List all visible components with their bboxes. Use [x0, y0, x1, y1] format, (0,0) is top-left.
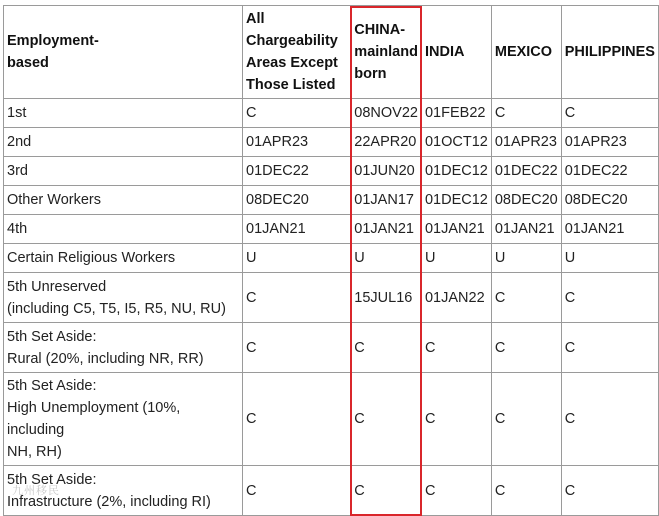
cell-mexico: C — [491, 273, 561, 323]
table-row — [4, 466, 659, 516]
header-philippines: PHILIPPINES — [561, 6, 658, 99]
header-china: CHINA- mainland born — [351, 6, 422, 99]
row-category: 2nd — [4, 128, 243, 157]
table-row — [4, 273, 659, 323]
cell-philippines: C — [561, 466, 658, 516]
table-row — [4, 99, 659, 128]
watermark: 九州移民 — [12, 484, 60, 497]
cell-china: 01JAN17 — [351, 186, 422, 215]
cell-philippines: 01APR23 — [561, 128, 658, 157]
table-row — [4, 186, 659, 215]
cell-philippines: C — [561, 99, 658, 128]
cell-mexico: C — [491, 466, 561, 516]
cell-mexico: C — [491, 323, 561, 373]
cell-mexico: 01DEC22 — [491, 157, 561, 186]
table-row — [4, 157, 659, 186]
cell-mexico: U — [491, 244, 561, 273]
row-category: 5th Set Aside: High Unemployment (10%, including NH, RH) — [4, 373, 243, 466]
cell-india: C — [421, 466, 491, 516]
row-category: Other Workers — [4, 186, 243, 215]
table-row — [4, 128, 659, 157]
header-india: INDIA — [421, 6, 491, 99]
cell-china: 08NOV22 — [351, 99, 422, 128]
row-category: Certain Religious Workers — [4, 244, 243, 273]
cell-philippines: U — [561, 244, 658, 273]
header-all-areas: All Chargeability Areas Except Those Listed — [243, 6, 351, 99]
row-category: 4th — [4, 215, 243, 244]
cell-india: 01DEC12 — [421, 157, 491, 186]
cell-india: 01DEC12 — [421, 186, 491, 215]
cell-india: 01FEB22 — [421, 99, 491, 128]
cell-all-areas: 01DEC22 — [243, 157, 351, 186]
cell-all-areas: C — [243, 273, 351, 323]
cell-philippines: 01DEC22 — [561, 157, 658, 186]
table-row — [4, 244, 659, 273]
cell-china: U — [351, 244, 422, 273]
cell-china: C — [351, 323, 422, 373]
cell-all-areas: 01JAN21 — [243, 215, 351, 244]
cell-india: C — [421, 373, 491, 466]
cell-all-areas: C — [243, 466, 351, 516]
header-mexico: MEXICO — [491, 6, 561, 99]
cell-all-areas: C — [243, 323, 351, 373]
header-category: Employment- based — [4, 6, 243, 99]
cell-china: 22APR20 — [351, 128, 422, 157]
row-category: 3rd — [4, 157, 243, 186]
cell-india: 01OCT12 — [421, 128, 491, 157]
table-row — [4, 373, 659, 466]
cell-china: 01JAN21 — [351, 215, 422, 244]
header-row — [4, 6, 659, 99]
cell-mexico: 08DEC20 — [491, 186, 561, 215]
cell-china: C — [351, 373, 422, 466]
cell-india: 01JAN21 — [421, 215, 491, 244]
row-category: 5th Unreserved (including C5, T5, I5, R5, NU, RU) — [4, 273, 243, 323]
cell-all-areas: U — [243, 244, 351, 273]
row-category: 5th Set Aside: Infrastructure (2%, including RI) — [4, 466, 243, 516]
cell-china: C — [351, 466, 422, 516]
cell-china: 01JUN20 — [351, 157, 422, 186]
row-category: 5th Set Aside: Rural (20%, including NR, RR) — [4, 323, 243, 373]
visa-bulletin-table — [3, 5, 659, 516]
cell-india: C — [421, 323, 491, 373]
table-body — [4, 99, 659, 516]
cell-mexico: C — [491, 99, 561, 128]
table-row — [4, 215, 659, 244]
cell-all-areas: C — [243, 373, 351, 466]
cell-philippines: 01JAN21 — [561, 215, 658, 244]
cell-mexico: 01APR23 — [491, 128, 561, 157]
visa-bulletin-table-wrap — [3, 5, 659, 516]
cell-india: U — [421, 244, 491, 273]
cell-all-areas: 01APR23 — [243, 128, 351, 157]
cell-china: 15JUL16 — [351, 273, 422, 323]
table-row — [4, 323, 659, 373]
cell-mexico: C — [491, 373, 561, 466]
cell-mexico: 01JAN21 — [491, 215, 561, 244]
cell-all-areas: C — [243, 99, 351, 128]
cell-philippines: C — [561, 373, 658, 466]
cell-all-areas: 08DEC20 — [243, 186, 351, 215]
cell-philippines: C — [561, 323, 658, 373]
cell-philippines: C — [561, 273, 658, 323]
cell-philippines: 08DEC20 — [561, 186, 658, 215]
cell-india: 01JAN22 — [421, 273, 491, 323]
row-category: 1st — [4, 99, 243, 128]
